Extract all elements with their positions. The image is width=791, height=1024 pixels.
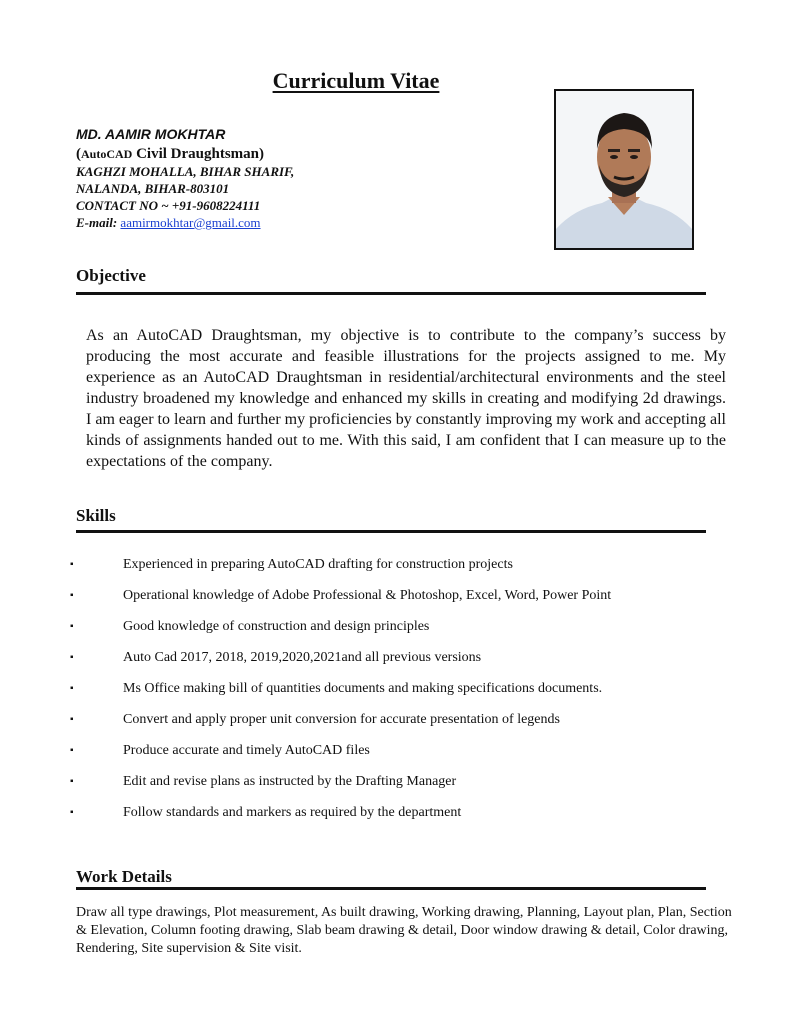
work-divider	[76, 887, 706, 890]
skills-divider	[76, 530, 706, 533]
skill-text: Good knowledge of construction and design principles	[123, 619, 430, 634]
work-heading: Work Details	[76, 867, 172, 886]
work-details-text: Draw all type drawings, Plot measurement, As built drawing, Working drawing, Planning, Layout plan, Plan, Section & Elevation, Column footing drawing, Slab beam drawing & detail, Door window drawing & detail, Color drawing, Rendering, Site supervision & Site visit.	[76, 905, 732, 956]
email-link[interactable]: aamirmokhtar@gmail.com	[120, 215, 261, 230]
skill-text: Auto Cad 2017, 2018, 2019,2020,2021and all previous versions	[123, 650, 482, 665]
bullet-icon: ▪	[70, 652, 74, 663]
objective-heading: Objective	[76, 266, 146, 285]
objective-divider	[76, 292, 706, 295]
skill-text: Produce accurate and timely AutoCAD files	[123, 743, 370, 758]
role-open: (	[76, 146, 81, 162]
bullet-icon: ▪	[70, 745, 74, 756]
email-label: E-mail:	[76, 215, 118, 230]
page-title: Curriculum Vitae	[272, 68, 440, 93]
bullet-icon: ▪	[70, 776, 74, 787]
skill-text: Ms Office making bill of quantities documents and making specifications documents.	[123, 681, 603, 696]
bullet-icon: ▪	[70, 683, 74, 694]
bullet-icon: ▪	[70, 714, 74, 725]
address-line-2: NALANDA, BIHAR-803101	[76, 181, 230, 196]
contact-block	[76, 126, 294, 231]
skill-text: Operational knowledge of Adobe Professional & Photoshop, Excel, Word, Power Point	[123, 588, 612, 603]
role-title: Civil Draughtsman)	[132, 146, 265, 162]
role-software: AutoCAD	[81, 147, 133, 161]
skill-text: Convert and apply proper unit conversion for accurate presentation of legends	[123, 712, 560, 727]
contact-number: CONTACT NO ~ +91-9608224111	[76, 198, 261, 213]
skills-heading: Skills	[76, 506, 116, 525]
bullet-icon: ▪	[70, 621, 74, 632]
objective-text: As an AutoCAD Draughtsman, my objective is to contribute to the company’s success by producing the most accurate and feasible illustrations for the projects assigned to me. My experience as an AutoCAD Draughtsman in residential/architectural environments and the steel industry broadened my knowledge and enhanced my skills in creating and modifying 2d drawings. I am eager to learn and further my proficiencies by constantly improving my work and accepting all kinds of assignments handed out to me. With this said, I am confident that I can measure up to the expectations of the company.	[86, 327, 726, 470]
email-row	[76, 214, 294, 231]
address-line-1: KAGHZI MOHALLA, BIHAR SHARIF,	[76, 164, 295, 179]
portrait-image	[556, 91, 692, 248]
bullet-icon: ▪	[70, 559, 74, 570]
skill-text: Experienced in preparing AutoCAD drafting for construction projects	[123, 557, 513, 572]
candidate-name: MD. AAMIR MOKHTAR	[76, 126, 226, 142]
bullet-icon: ▪	[70, 590, 74, 601]
profile-photo	[554, 89, 694, 250]
bullet-icon: ▪	[70, 807, 74, 818]
skill-text: Follow standards and markers as required by the department	[123, 805, 462, 820]
candidate-role	[76, 146, 294, 163]
skill-text: Edit and revise plans as instructed by the Drafting Manager	[123, 774, 457, 789]
